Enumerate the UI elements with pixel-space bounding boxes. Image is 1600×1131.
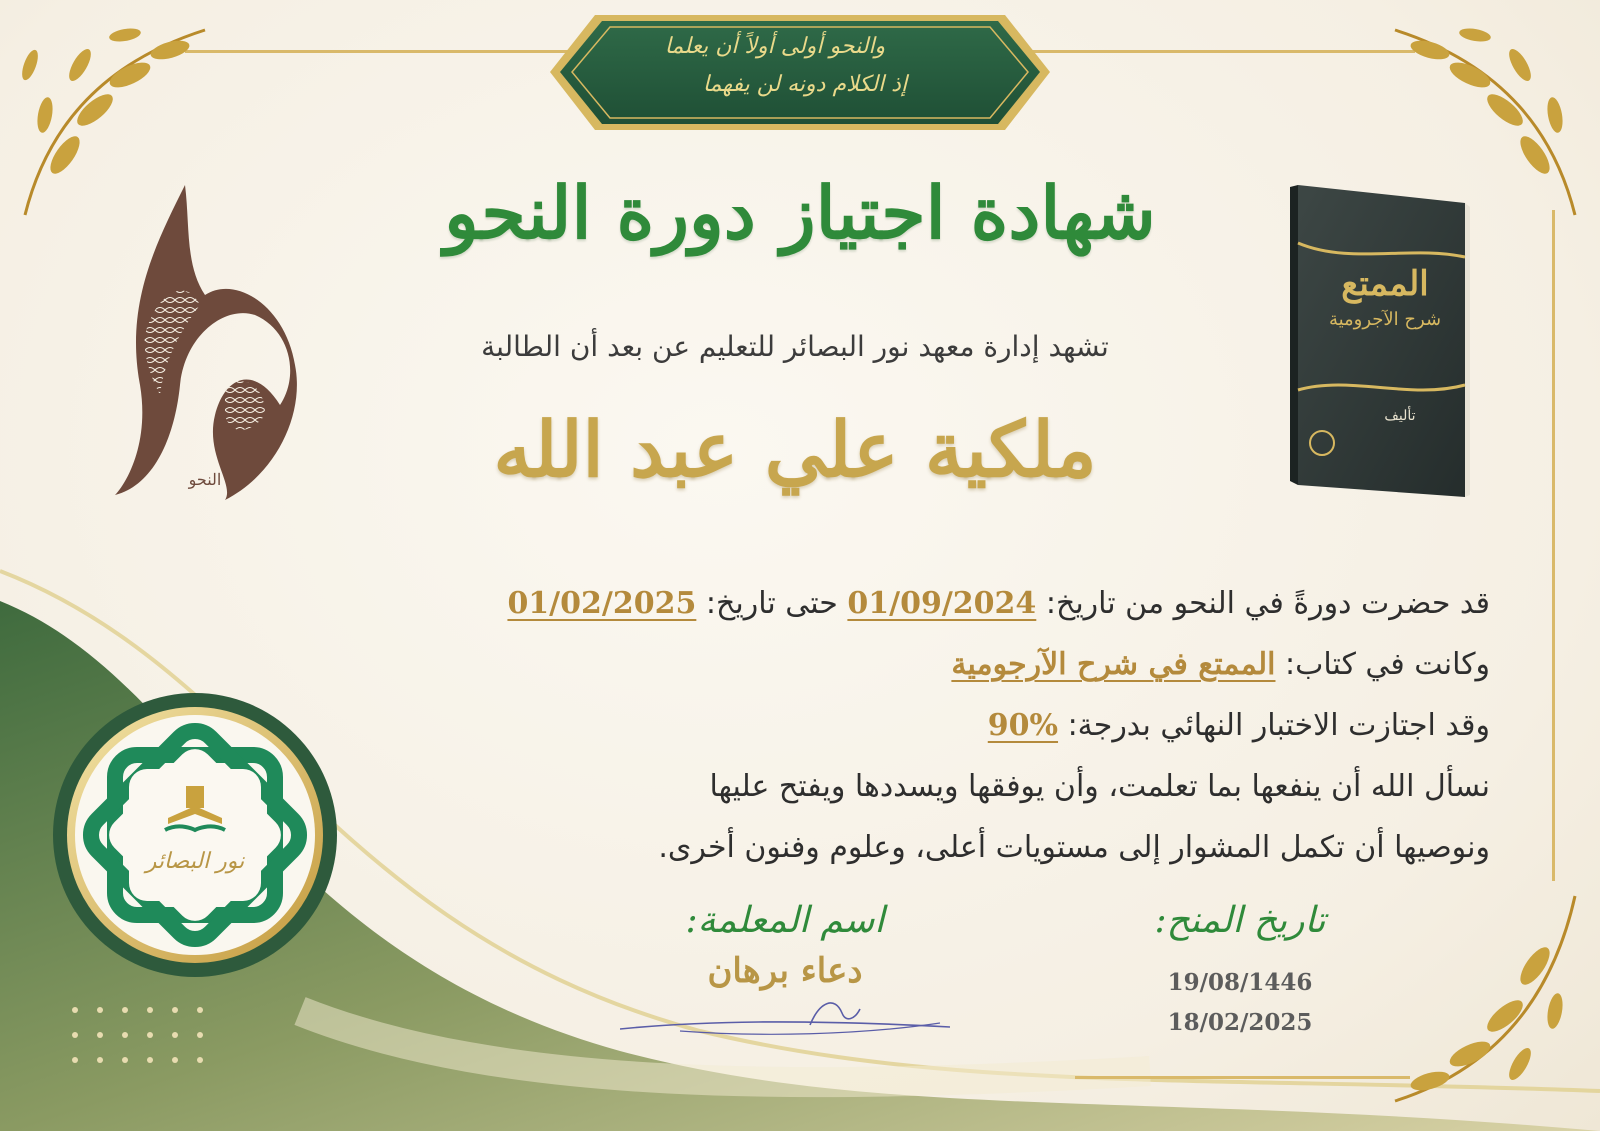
start-date: 01/09/2024	[847, 586, 1037, 621]
verse-text	[570, 28, 1000, 108]
book-name: الممتع في شرح الآرجومية	[951, 647, 1276, 682]
grant-date-block	[1140, 900, 1340, 1043]
corner-ornament-bottom-right-icon	[1385, 886, 1595, 1126]
teacher-name: دعاء برهان	[707, 951, 863, 991]
body-line-advice: ونوصيها أن تكمل المشوار إلى مستويات أعلى، وعلوم وفنون أخرى.	[658, 830, 1490, 865]
institute-seal-logo	[50, 690, 340, 980]
book-prefix: وكانت في كتاب:	[1285, 647, 1490, 682]
book-cover-author-label: تأليف	[1384, 408, 1416, 424]
body-line-grade	[390, 695, 1490, 756]
signature-scribble-icon	[620, 991, 950, 1041]
body-line-book	[390, 634, 1490, 695]
certificate-body	[390, 573, 1490, 878]
dates-prefix: قد حضرت دورةً في النحو من تاريخ:	[1045, 586, 1490, 621]
calligraphy-text: النحو	[188, 470, 222, 489]
verse-line-1: والنحو أولى أولاً أن يعلما	[664, 34, 886, 59]
body-line-prayer: نسأل الله أن ينفعها بما تعلمت، وأن يوفقها ويسددها ويفتح عليها	[709, 769, 1490, 804]
book-cover-title: الممتع	[1341, 264, 1429, 304]
frame-bottom-line	[1075, 1076, 1410, 1079]
certificate-title: شهادة اجتياز دورة النحو	[444, 170, 1156, 255]
verse-line-2: إذ الكلام دونه لن يفهما	[702, 72, 908, 97]
intro-text: تشهد إدارة معهد نور البصائر للتعليم عن بعد أن الطالبة	[481, 330, 1109, 363]
book-cover-subtitle: شرح الآجرومية	[1328, 309, 1442, 330]
teacher-label: اسم المعلمة:	[685, 900, 885, 941]
grant-date-label: تاريخ المنح:	[1154, 900, 1326, 941]
grade-prefix: وقد اجتازت الاختبار النهائي بدرجة:	[1067, 708, 1490, 743]
end-date: 01/02/2025	[507, 586, 697, 621]
calligraphy-emblem	[105, 185, 305, 505]
seal-text: نور البصائر	[145, 849, 245, 874]
dates-mid: حتى تاريخ:	[705, 586, 838, 621]
grant-date-hijri: 19/08/1446	[1167, 969, 1313, 996]
grade-value: 90%	[987, 708, 1059, 743]
student-name: ملكية علي عبد الله	[493, 405, 1097, 494]
body-line-dates	[390, 573, 1490, 634]
book-cover-image	[1290, 185, 1470, 497]
grant-date-gregorian: 18/02/2025	[1167, 1009, 1313, 1036]
decorative-dots	[70, 1005, 210, 1075]
teacher-block	[620, 900, 950, 1045]
frame-right-line	[1552, 210, 1555, 881]
